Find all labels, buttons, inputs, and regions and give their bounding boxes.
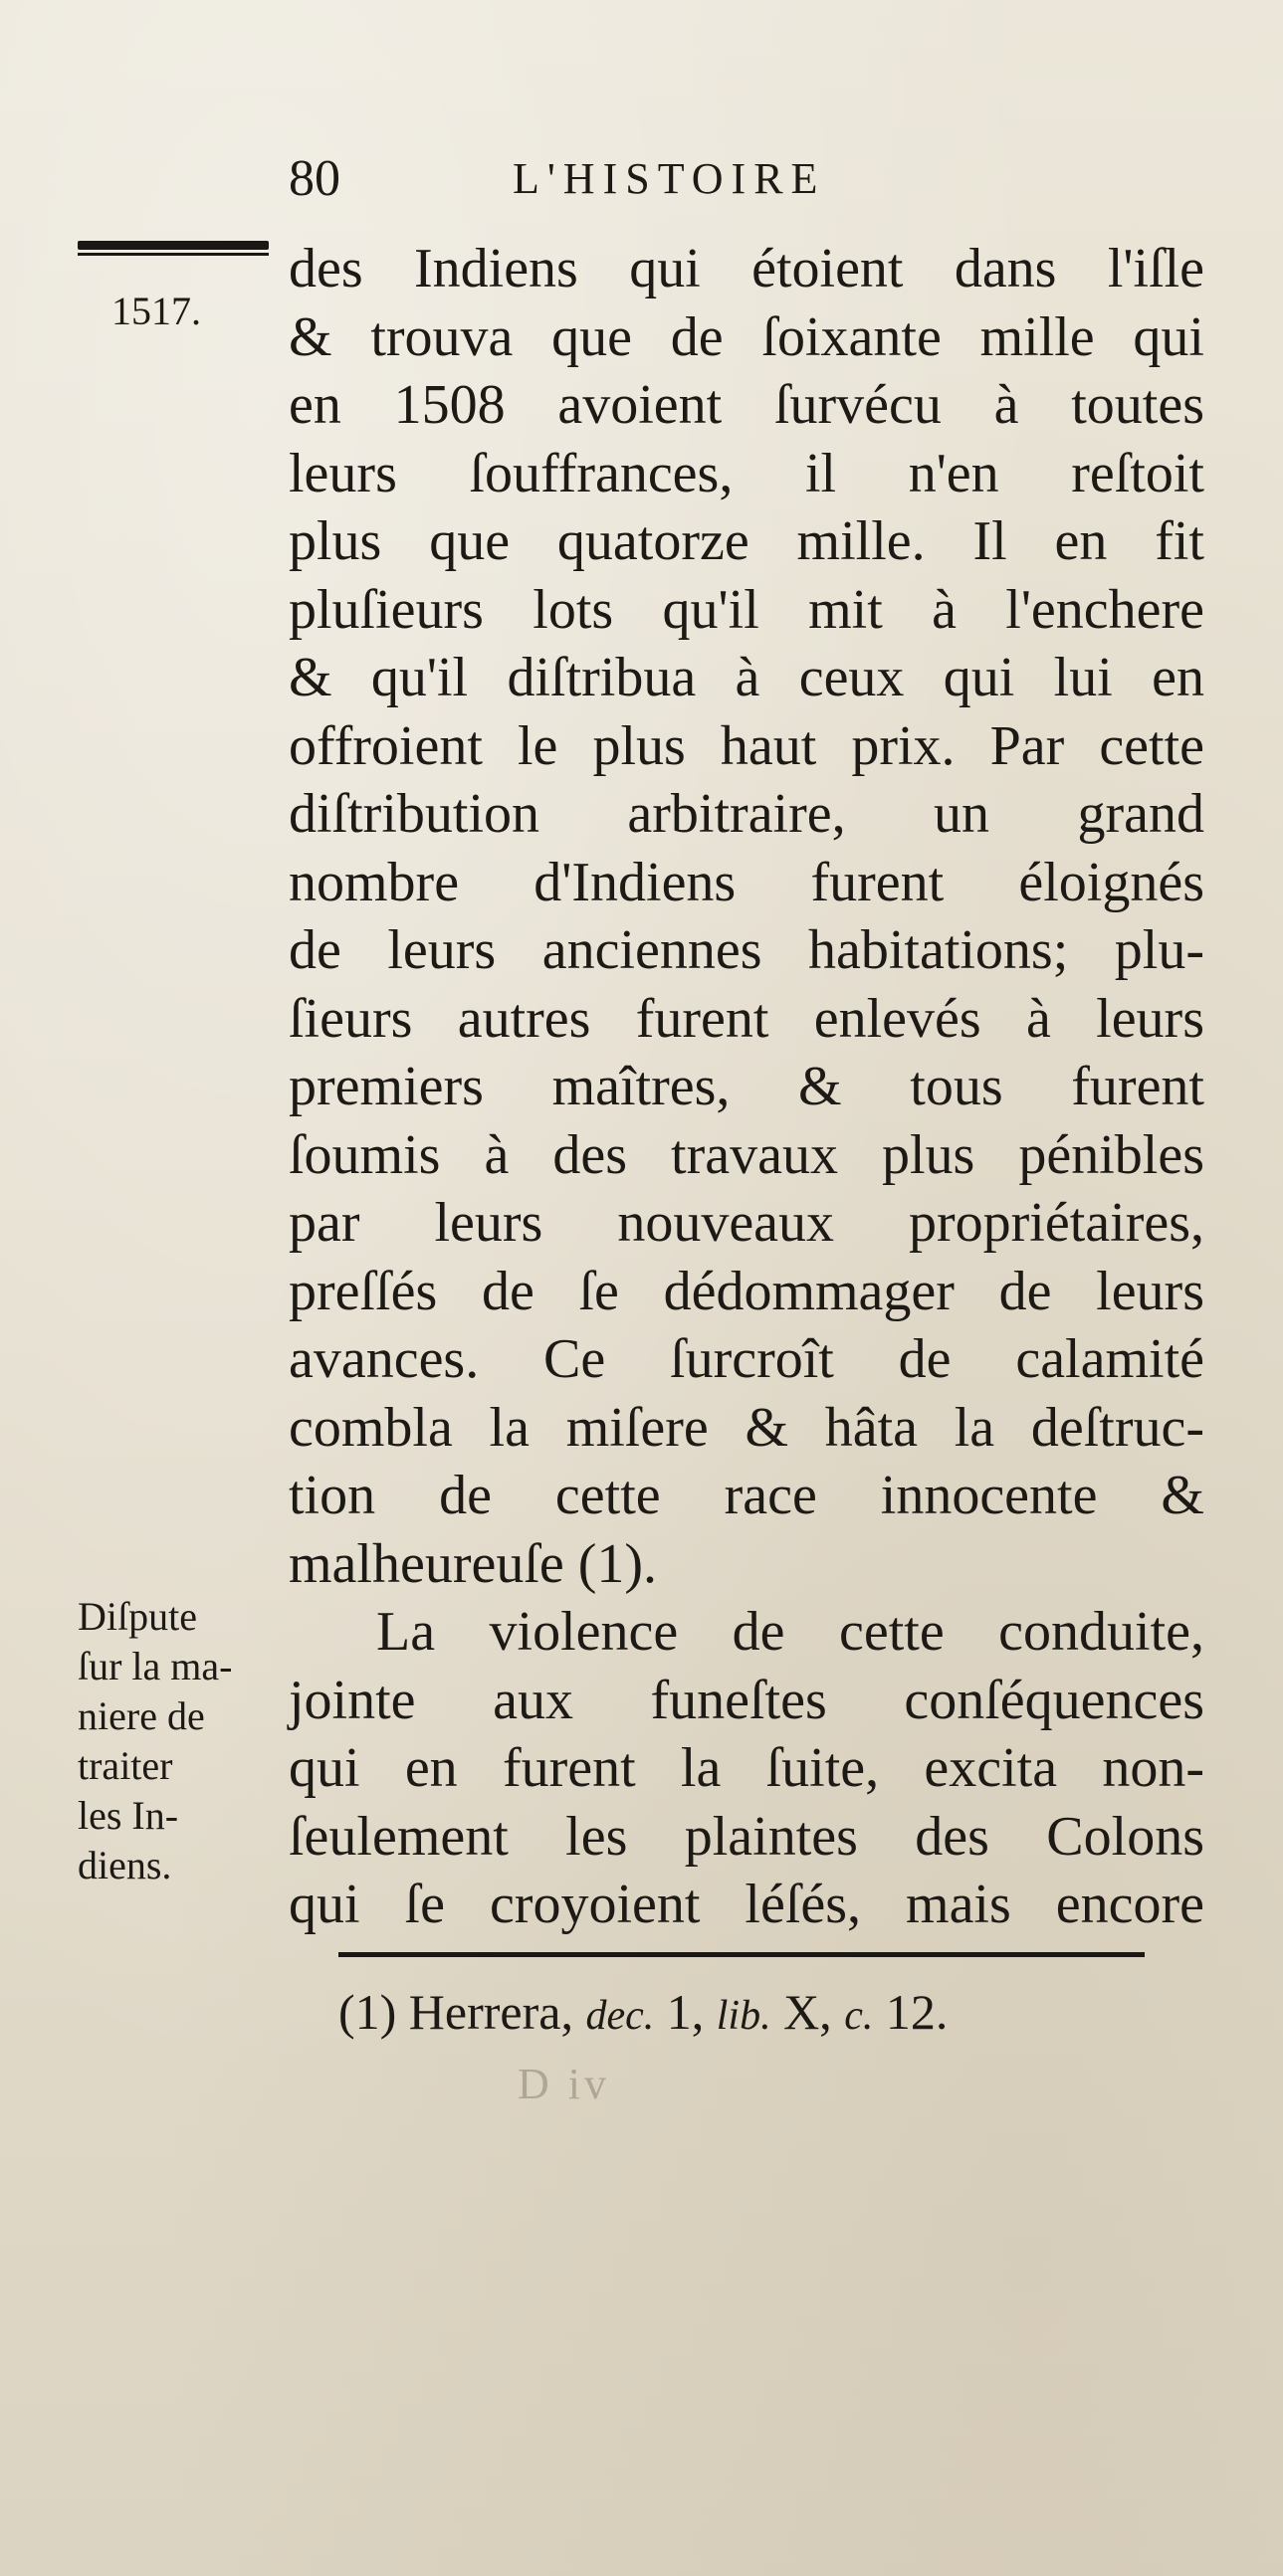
footnote-lib-num: X, [783, 1984, 832, 2040]
text-line: par leurs nouveaux propriétaires, [289, 1192, 1204, 1254]
text-line: qui en furent la ſuite, excita non- [289, 1737, 1204, 1799]
footnote [338, 1982, 1214, 2046]
footnote-cap: c. [844, 1993, 874, 2039]
text-line: diſtribution arbitraire, un grand [289, 783, 1204, 845]
marginal-line: Diſpute [78, 1594, 197, 1639]
text-line: des Indiens qui étoient dans l'iſle [289, 238, 1204, 299]
marginal-line: diens. [78, 1843, 172, 1887]
text-line: ſoumis à des travaux plus pénibles [289, 1123, 1204, 1186]
text-line: plus que quatorze mille. Il en fit [289, 510, 1204, 572]
text-line: malheureuſe (1). [289, 1532, 658, 1595]
page-number: 80 [289, 150, 340, 207]
text-line: leurs ſouffrances, il n'en reſtoit [289, 442, 1204, 504]
text-line: ſieurs autres furent enlevés à leurs [289, 987, 1204, 1050]
text-line: La violence de cette conduite, [376, 1601, 1204, 1663]
text-line: de leurs anciennes habitations; plu- [289, 919, 1204, 981]
text-line: offroient le plus haut prix. Par cette [289, 714, 1204, 777]
text-line: pluſieurs lots qu'il mit à l'enchere [289, 578, 1204, 641]
page-header [289, 149, 985, 209]
marginal-note [78, 1592, 292, 1890]
footnote-dec-num: 1, [666, 1984, 705, 2040]
margin-rule [78, 241, 269, 250]
running-title: L'HISTOIRE [513, 154, 826, 203]
text-line: tion de cette race innocente & [289, 1465, 1204, 1526]
footnote-rule [338, 1952, 1145, 1957]
footnote-cap-num: 12. [885, 1984, 949, 2040]
marginal-line: traiter [78, 1743, 173, 1788]
text-line: & qu'il diſtribua à ceux qui lui en [289, 647, 1204, 708]
footnote-dec: dec. [585, 1993, 655, 2039]
body-text [289, 235, 1204, 1939]
footnote-lib: lib. [716, 1993, 771, 2039]
text-line: nombre d'Indiens furent éloignés [289, 851, 1204, 913]
text-line: premiers maîtres, & tous furent [289, 1056, 1204, 1117]
text-line: jointe aux funeſtes conſéquences [289, 1669, 1204, 1731]
marginal-line: niere de [78, 1693, 205, 1738]
text-line: ſeulement les plaintes des Colons [289, 1805, 1204, 1868]
signature-mark: D iv [518, 2060, 610, 2108]
text-line: preſſés de ſe dédommager de leurs [289, 1260, 1204, 1322]
marginal-line: ſur la ma- [78, 1644, 233, 1688]
footnote-marker: (1) Herrera, [338, 1984, 573, 2040]
margin-year: 1517. [111, 289, 201, 333]
text-line: avances. Ce ſurcroît de calamité [289, 1328, 1204, 1390]
text-line: & trouva que de ſoixante mille qui [289, 305, 1204, 368]
text-line: qui ſe croyoient léſés, mais encore [289, 1874, 1204, 1935]
text-line: en 1508 avoient ſurvécu à toutes [289, 374, 1204, 436]
marginal-line: les In- [78, 1793, 179, 1838]
text-line: combla la miſere & hâta la deſtruc- [289, 1396, 1204, 1459]
